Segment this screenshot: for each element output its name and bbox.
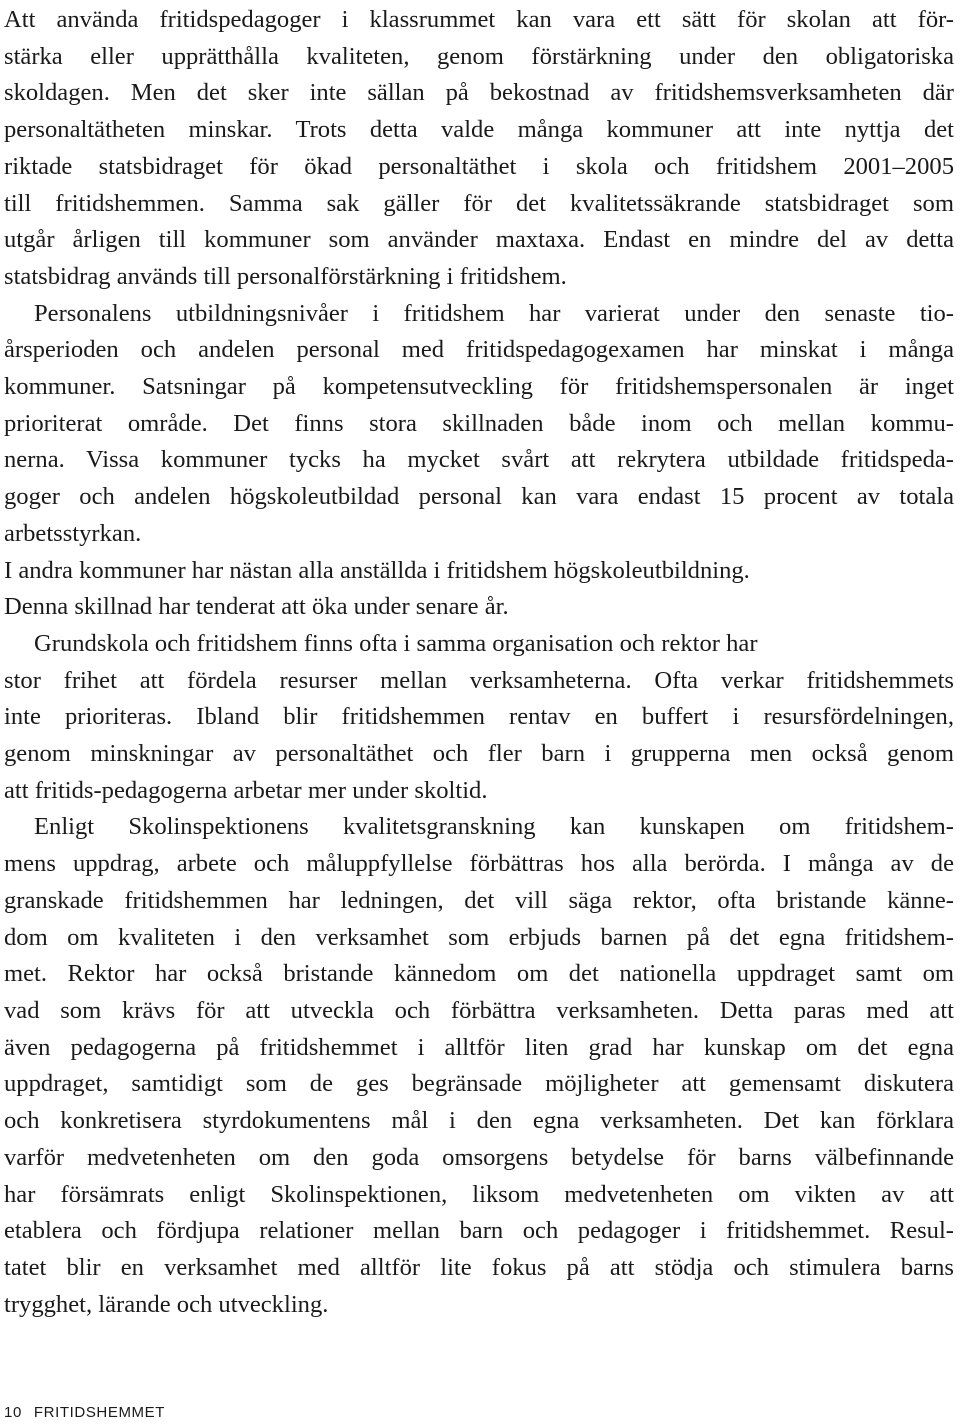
- text-line: arbetsstyrkan.: [4, 519, 142, 547]
- text-line: att fritids-pedagogerna arbetar mer under skoltid.: [4, 776, 488, 804]
- text-line: stor frihet att fördela resurser mellan verksamheterna. Ofta verkar fritidshemmets: [4, 666, 954, 694]
- page-footer: [4, 1404, 165, 1421]
- text-line: har försämrats enligt Skolinspektionen, liksom medvetenheten om vikten av att: [4, 1180, 954, 1208]
- text-line: kommuner. Satsningar på kompetensutveckling för fritidshemspersonalen är inget: [4, 373, 954, 401]
- text-line: tatet blir en verksamhet med alltför lite fokus på att stödja och stimulera barns: [4, 1253, 954, 1281]
- text-line: etablera och fördjupa relationer mellan barn och pedagoger i fritidshemmet. Resul-: [4, 1217, 954, 1245]
- text-line: personaltätheten minskar. Trots detta valde många kommuner att inte nyttja det: [4, 116, 954, 144]
- text-line: till fritidshemmen. Samma sak gäller för det kvalitetssäkrande statsbidraget som: [4, 189, 954, 217]
- text-line: statsbidrag används till personalförstärkning i fritidshem.: [4, 262, 567, 290]
- text-line: granskade fritidshemmen har ledningen, det vill säga rektor, ofta bristande känne-: [4, 886, 954, 914]
- text-line: I andra kommuner har nästan alla anställda i fritidshem högskoleutbildning.: [4, 556, 750, 584]
- text-line: och konkretisera styrdokumentens mål i den egna verksamheten. Det kan förklara: [4, 1107, 954, 1135]
- text-line: Att använda fritidspedagoger i klassrummet kan vara ett sätt för skolan att för-: [4, 6, 954, 33]
- text-line: inte prioriteras. Ibland blir fritidshemmen rentav en buffert i resursfördelningen,: [4, 703, 954, 731]
- text-line: utgår årligen till kommuner som använder maxtaxa. Endast en mindre del av detta: [4, 226, 954, 254]
- text-line: stärka eller upprätthålla kvaliteten, genom förstärkning under den obligatoriska: [4, 42, 954, 70]
- text-line: även pedagogerna på fritidshemmet i alltför liten grad har kunskap om det egna: [4, 1033, 954, 1061]
- text-line: nerna. Vissa kommuner tycks ha mycket svårt att rekrytera utbildade fritidspeda-: [4, 446, 954, 474]
- running-footer-title: FRITIDSHEMMET: [33, 1404, 166, 1421]
- text-line: genom minskningar av personaltäthet och fler barn i grupperna men också genom: [4, 740, 954, 768]
- text-line: Denna skillnad har tenderat att öka under senare år.: [4, 593, 509, 621]
- text-line: trygghet, lärande och utveckling.: [4, 1290, 329, 1318]
- text-line: mens uppdrag, arbete och måluppfyllelse förbättras hos alla berörda. I många av de: [4, 850, 954, 878]
- text-line: skoldagen. Men det sker inte sällan på bekostnad av fritidshemsverksamheten där: [4, 79, 954, 107]
- text-line: prioriterat område. Det finns stora skillnaden både inom och mellan kommu-: [4, 409, 954, 437]
- text-line: uppdraget, samtidigt som de ges begränsade möjligheter att gemensamt diskutera: [4, 1070, 954, 1098]
- text-line: Enligt Skolinspektionens kvalitetsgranskning kan kunskapen om fritidshem-: [34, 813, 954, 841]
- text-line: varför medvetenheten om den goda omsorgens betydelse för barns välbefinnande: [4, 1143, 954, 1171]
- text-line: riktade statsbidraget för ökad personaltäthet i skola och fritidshem 2001–2005: [4, 152, 954, 180]
- text-line: vad som krävs för att utveckla och förbättra verksamheten. Detta paras med att: [4, 996, 954, 1024]
- text-line: Grundskola och fritidshem finns ofta i samma organisation och rektor har: [34, 629, 758, 657]
- text-line: dom om kvaliteten i den verksamhet som erbjuds barnen på det egna fritidshem-: [4, 923, 954, 951]
- text-line: Personalens utbildningsnivåer i fritidshem har varierat under den senaste tio-: [34, 299, 954, 327]
- page-number: 10: [4, 1404, 22, 1421]
- text-line: met. Rektor har också bristande kännedom om det nationella uppdraget samt om: [4, 960, 954, 988]
- text-line: goger och andelen högskoleutbildad personal kan vara endast 15 procent av totala: [4, 483, 954, 511]
- body-text: [4, 2, 954, 1323]
- text-line: årsperioden och andelen personal med fritidspedagogexamen har minskat i många: [4, 336, 954, 364]
